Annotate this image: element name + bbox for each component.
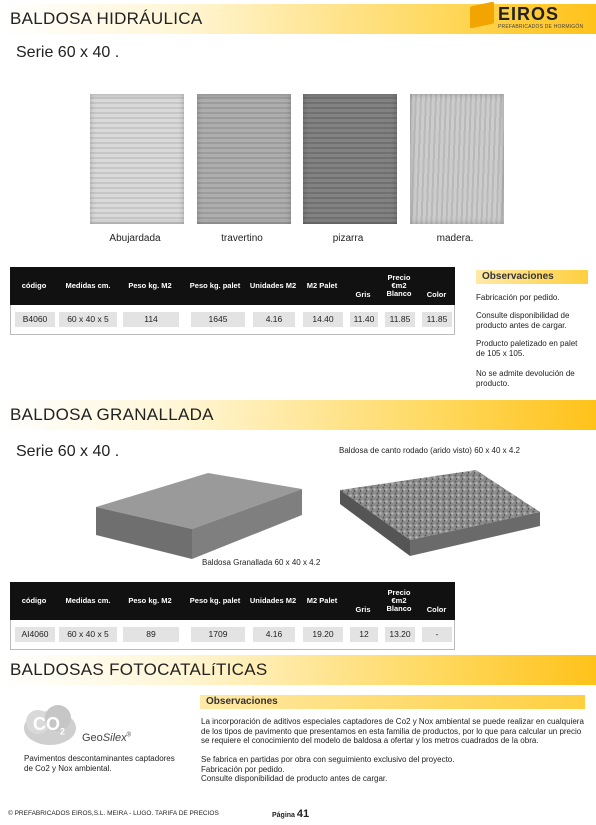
table-header [10,267,455,305]
table-row [10,620,455,650]
col-header: Color [426,605,447,614]
tile-label: Abujardada [109,233,161,244]
col-header: Medidas cm. [65,596,111,605]
col-header: M2 Palet [306,281,338,290]
geosilex-badge [20,702,130,750]
cell-peso-m2: 89 [123,627,179,642]
cell-unidades: 4.16 [253,627,295,642]
section-bar-fotocataliticas [0,655,596,685]
table-row [10,305,455,335]
table-header [10,582,455,620]
observations-title: Observaciones [476,270,588,284]
observation-item: No se admite devolución de producto. [476,369,575,388]
col-header: Gris [355,605,371,614]
serie-label: Serie 60 x 40 . [16,44,120,61]
tile-label: pizarra [332,233,364,244]
col-header: Unidades M2 [249,596,297,605]
col-header: Unidades M2 [249,281,297,290]
observation-item: Fabricación por pedido. [476,293,560,302]
cell-medidas: 60 x 40 x 5 [59,627,117,642]
cell-blanco: 13.20 [385,627,415,642]
slab-image-canto-rodado [334,462,546,560]
observation-line: Consulte disponibilidad de producto antes de cargar. [201,774,388,783]
brand-name: EIROS [498,4,560,24]
brand-tagline: PREFABRICADOS DE HORMIGÓN [498,24,584,30]
col-header: Color [426,290,447,299]
section-bar-granallada [0,400,596,430]
cell-color: 11.85 [422,312,452,327]
cell-blanco: 11.85 [385,312,415,327]
col-header: Gris [355,290,371,299]
tile-image-abujardada [90,94,184,224]
tile-image-madera [410,94,504,224]
observation-line: Fabricación por pedido. [201,764,285,774]
section-title: BALDOSA GRANALLADA [10,405,214,424]
cell-m2-palet: 14.40 [303,312,343,327]
geosilex-brand: GeoSilex® [82,732,132,744]
col-header: Peso kg. palet [189,596,241,605]
cell-m2-palet: 19.20 [303,627,343,642]
col-header: Precio €m2 Blanco [386,273,412,298]
cell-codigo: AI4060 [15,627,55,642]
serie-label: Serie 60 x 40 . [16,443,120,460]
cell-color: - [422,627,452,642]
slab-caption: Baldosa de canto rodado (arido visto) 60 x 40 x 4.2 [339,446,520,455]
col-header: Peso kg. palet [189,281,241,290]
section-title: BALDOSAS FOTOCATALíTICAS [10,660,268,679]
tile-label: travertino [221,233,263,244]
tile-label: madera. [436,233,474,244]
footer-copyright: © PREFABRICADOS EIROS,S.L. MEIRA - LUGO. TARIFA DE PRECIOS [8,810,219,817]
observation-item: Producto paletizado en palet de 105 x 105. [476,339,578,358]
cell-peso-palet: 1645 [191,312,245,327]
col-header: M2 Palet [306,596,338,605]
col-header: Peso kg. M2 [128,596,172,605]
col-header: código [21,281,47,290]
tile-image-pizarra [303,94,397,224]
geosilex-caption: Pavimentos descontaminantes captadores de Co2 y Nox ambiental. [24,754,175,773]
col-header: código [21,596,47,605]
cell-codigo: B4060 [15,312,55,327]
slab-image-granallada [88,465,310,565]
cell-medidas: 60 x 40 x 5 [59,312,117,327]
observation-item: Consulte disponibilidad de producto antes de cargar. [476,311,570,330]
observations-title: Observaciones [200,695,585,709]
page-number: Página 41 [272,808,310,820]
col-header: Medidas cm. [65,281,111,290]
cell-gris: 11.40 [350,312,378,327]
col-header: Precio €m2 Blanco [386,588,412,613]
cell-peso-m2: 114 [123,312,179,327]
col-header: Peso kg. M2 [128,281,172,290]
section-title: BALDOSA HIDRÁULICA [10,9,203,28]
cell-peso-palet: 1709 [191,627,245,642]
co2-text: $CO_2$ [33,714,66,737]
cell-gris: 12 [350,627,378,642]
cell-unidades: 4.16 [253,312,295,327]
tile-image-travertino [197,94,291,224]
slab-caption: Baldosa Granallada 60 x 40 x 4.2 [202,558,321,567]
observation-line: Se fabrica en partidas por obra con seguimiento exclusivo del proyecto. [201,755,455,764]
observation-paragraph: La incorporación de aditivos especiales captadores de Co2 y Nox ambiental se puede realizar en cualquiera de los tipos de pavimento que presentamos en esta familia de productos, por lo que para calcular un precio se requiere el conocimiento del modelo de baldosa a ofertar y los metros cuadrados de la obra. [201,717,584,745]
